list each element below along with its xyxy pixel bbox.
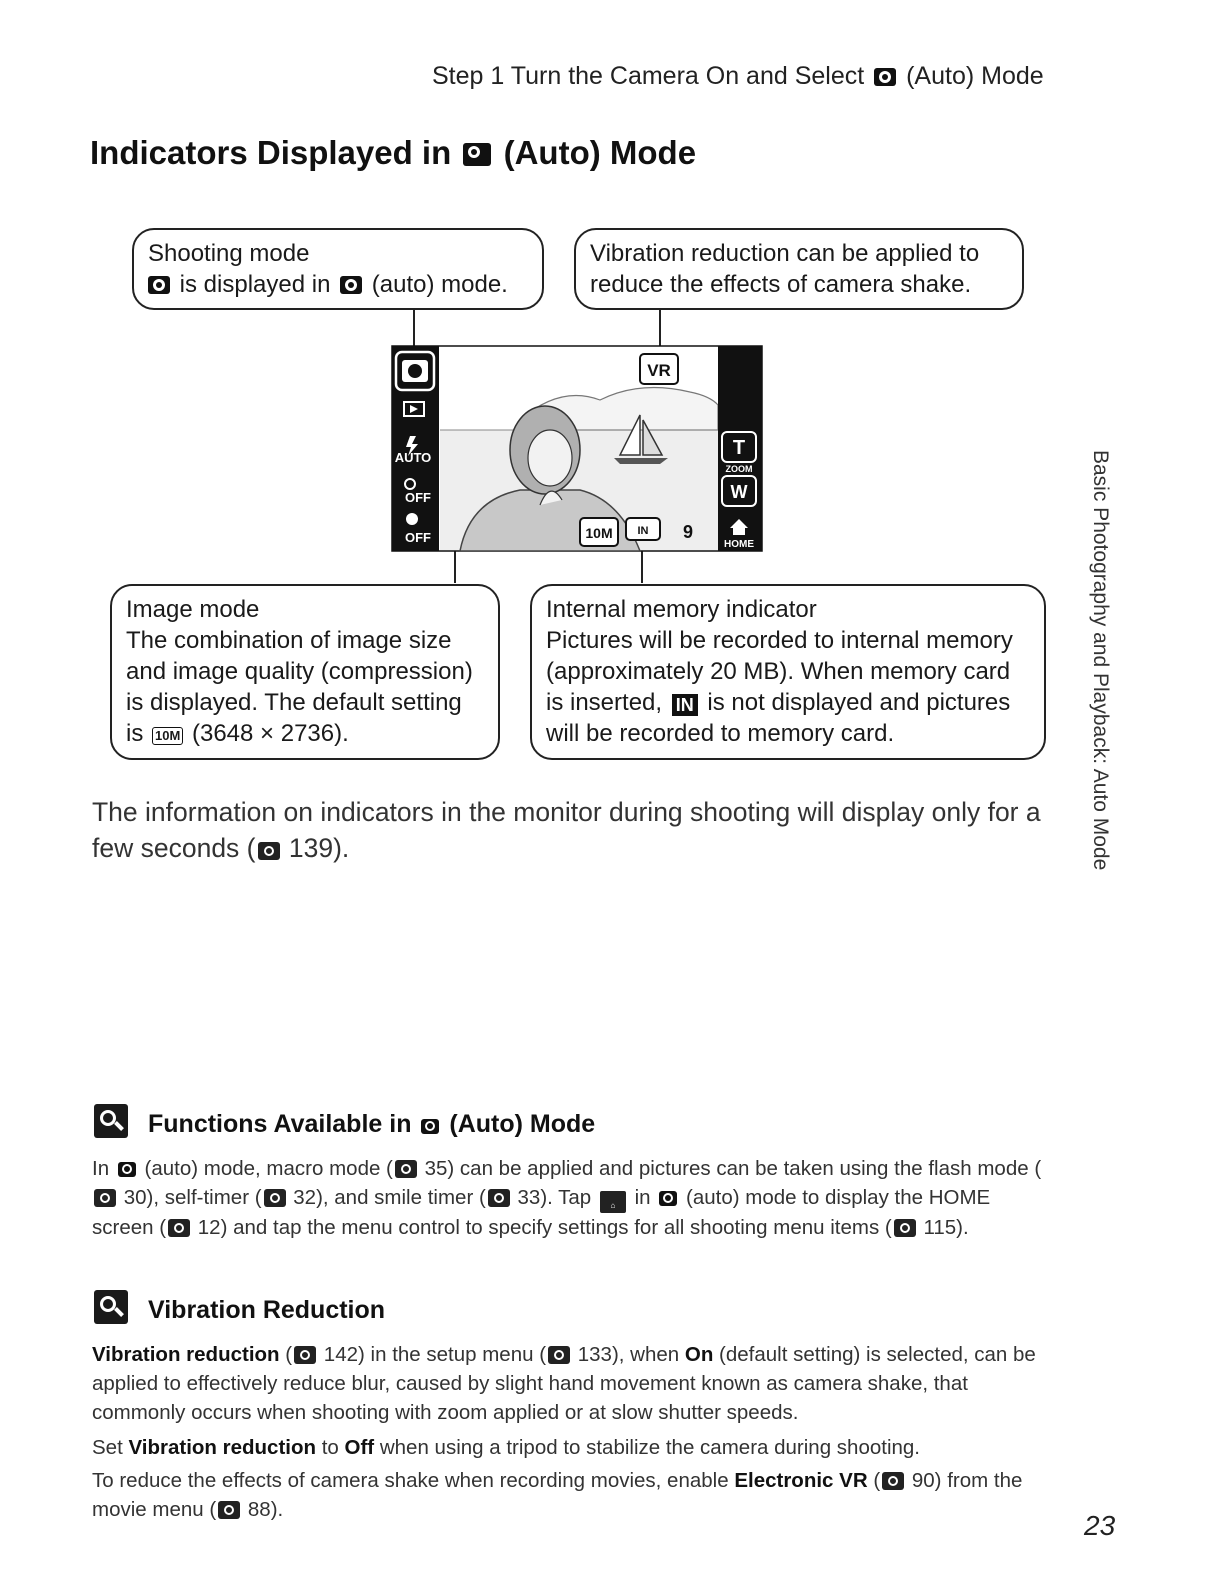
page-number: 23 — [1084, 1510, 1116, 1541]
reference-page: 90 — [911, 1469, 935, 1492]
header-text-suffix: (Auto) Mode — [906, 62, 1044, 90]
zoom-tele-label: T — [732, 437, 746, 459]
reference-icon — [488, 1189, 510, 1207]
callout-title: Image mode — [126, 596, 260, 623]
section-paragraph — [92, 1154, 1052, 1242]
text: ). — [270, 1498, 284, 1521]
text: ), and smile timer ( — [316, 1186, 486, 1209]
text: ), self-timer ( — [146, 1186, 262, 1209]
callout-line: is displayed. The default setting — [126, 689, 462, 716]
zoom-wide-label: W — [730, 482, 748, 502]
callout-text-b: is not displayed and pictures — [707, 689, 1011, 716]
reference-icon — [218, 1501, 240, 1519]
reference-icon — [264, 1189, 286, 1207]
callout-internal-memory — [530, 584, 1046, 760]
camera-auto-icon — [118, 1162, 136, 1177]
reference-page: 32 — [293, 1186, 317, 1209]
text: ) and tap the menu control to specify settings for all shooting menu items ( — [220, 1216, 892, 1239]
text: ) from the movie menu ( — [92, 1469, 1023, 1521]
text: (default setting) is selected, can be applied to effectively reduce blur, caused by slight hand movement known as camera shake, that commonly occurs when shooting with zoom applied or at slow shutter speeds. — [92, 1343, 1036, 1424]
reference-icon — [168, 1219, 190, 1237]
text: ) can be applied and pictures can be taken using the flash mode ( — [447, 1157, 1042, 1180]
setting-value: Off — [344, 1436, 375, 1459]
reference-page: 88 — [247, 1498, 271, 1521]
text: ) in the setup menu ( — [358, 1343, 547, 1366]
camera-screen-illustration — [0, 0, 1224, 600]
reference-icon — [94, 1189, 116, 1207]
header-text: Step 1 Turn the Camera On and Select — [432, 62, 865, 90]
note-icon — [94, 1290, 128, 1324]
text: ). Tap — [540, 1186, 592, 1209]
shots-remaining: 9 — [682, 522, 694, 542]
section-heading-b: (Auto) Mode — [449, 1110, 596, 1138]
reference-icon — [294, 1346, 316, 1364]
reference-icon — [548, 1346, 570, 1364]
internal-memory-icon: IN — [672, 694, 698, 716]
camera-auto-icon — [659, 1191, 677, 1206]
internal-memory-indicator: IN — [637, 525, 649, 537]
home-label: HOME — [724, 539, 754, 550]
text: ), when — [611, 1343, 685, 1366]
text: (auto) mode to display the HOME screen ( — [92, 1186, 991, 1239]
text: when using a tripod to stabilize the camera during shooting. — [374, 1436, 920, 1459]
reference-icon — [882, 1472, 904, 1490]
self-timer-off-label: OFF — [405, 490, 431, 505]
callout-line: The combination of image size — [126, 627, 452, 654]
callout-image-mode — [110, 584, 500, 760]
text: To reduce the effects of camera shake when recording movies, enable — [92, 1469, 735, 1492]
callout-line: and image quality (compression) — [126, 658, 473, 685]
flash-auto-label: AUTO — [394, 450, 432, 465]
home-icon: ⌂ — [600, 1191, 626, 1213]
reference-page: 30 — [123, 1186, 147, 1209]
note-icon — [94, 1104, 128, 1138]
callout-line: reduce the effects of camera shake. — [590, 271, 972, 298]
setting-name: Electronic VR — [734, 1469, 868, 1492]
callout-line: Vibration reduction can be applied to — [590, 240, 980, 267]
setting-name: Vibration reduction — [128, 1436, 317, 1459]
callout-line — [126, 718, 484, 749]
reference-page: 139 — [288, 833, 334, 863]
callout-title: Shooting mode — [148, 240, 310, 267]
reference-page: 142 — [323, 1343, 359, 1366]
image-mode-indicator: 10M — [585, 525, 613, 541]
macro-off-label: OFF — [405, 530, 431, 545]
callout-line — [546, 687, 1030, 718]
callout-line: will be recorded to memory card. — [546, 720, 895, 747]
callout-title: Internal memory indicator — [546, 596, 817, 623]
text: to — [316, 1436, 345, 1459]
text: ). — [956, 1216, 969, 1239]
callout-line: Pictures will be recorded to internal memory — [546, 627, 1013, 654]
side-tab: Basic Photography and Playback: Auto Mode — [1089, 450, 1112, 871]
reference-page: 133 — [577, 1343, 612, 1366]
info-paragraph — [92, 794, 1072, 866]
reference-icon — [258, 842, 280, 860]
section-paragraph — [92, 1433, 1067, 1462]
info-text-end: ). — [333, 833, 350, 863]
callout-text-a: is inserted, — [546, 689, 663, 716]
title-suffix: (Auto) Mode — [503, 134, 697, 171]
reference-icon — [395, 1160, 417, 1178]
camera-auto-icon — [421, 1119, 439, 1134]
image-mode-10m-icon: 10M — [152, 727, 183, 745]
reference-icon — [894, 1219, 916, 1237]
callout-text-b: (3648 × 2736). — [191, 720, 349, 747]
section-heading: Vibration Reduction — [148, 1296, 386, 1324]
reference-page: 33 — [517, 1186, 541, 1209]
info-text: The information on indicators in the monitor during shooting will display only for a few seconds ( — [92, 797, 1041, 863]
section-paragraph — [92, 1466, 1067, 1524]
callout-text-b: (auto) mode. — [371, 271, 508, 298]
text: in — [634, 1186, 651, 1209]
section-paragraph — [92, 1340, 1067, 1427]
section-heading — [148, 1110, 595, 1139]
section-heading-a: Functions Available in — [148, 1110, 412, 1138]
callout-text-a: is — [126, 720, 144, 747]
reference-page: 12 — [197, 1216, 221, 1239]
setting-value: On — [684, 1343, 714, 1366]
text: (auto) mode, macro mode ( — [144, 1157, 393, 1180]
zoom-label: ZOOM — [725, 464, 753, 474]
callout-line: (approximately 20 MB). When memory card — [546, 658, 1011, 685]
text: Set — [92, 1436, 129, 1459]
callout-text-a: is displayed in — [179, 271, 331, 298]
text: ( — [867, 1469, 881, 1492]
title-prefix: Indicators Displayed in — [90, 134, 452, 171]
reference-page: 35 — [424, 1157, 448, 1180]
reference-page: 115 — [923, 1216, 957, 1239]
setting-name: Vibration reduction — [92, 1343, 280, 1366]
text: ( — [279, 1343, 293, 1366]
vr-indicator-label: VR — [647, 361, 671, 380]
text: In — [92, 1157, 110, 1180]
